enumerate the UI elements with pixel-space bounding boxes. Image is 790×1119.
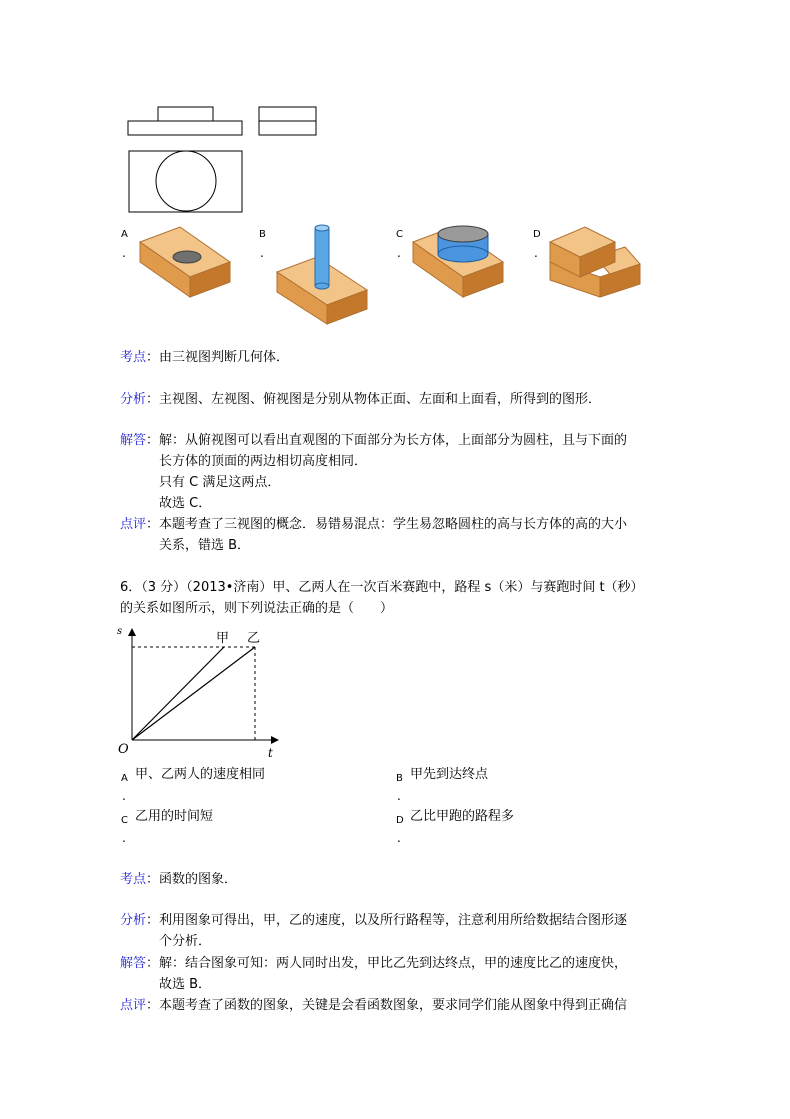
q5-dianping: 点评：本题考查了三视图的概念．易错易混点：学生易忽略圆柱的高与长方体的高的大小 <box>120 517 628 532</box>
option-b-solid-image[interactable] <box>272 222 382 327</box>
fenxi-line: 利用图象可得出，甲，乙的速度，以及所行路程等，注意利用所给数据结合图形逐 <box>159 913 628 928</box>
q6-option-d-dot: . <box>397 831 401 845</box>
q5-jieda: 解答：解：从俯视图可以看出直观图的下面部分为长方体，上面部分为圆柱，且与下面的 <box>120 433 628 448</box>
q6-stem-line: 6．（3 分）（2013•济南）甲、乙两人在一次百米赛跑中，路程 s（米）与赛跑时间 t（秒） <box>120 580 644 595</box>
origin-label: O <box>118 742 129 757</box>
q6-option-d-text[interactable]: 乙比甲跑的路程多 <box>410 809 515 824</box>
q6-option-c-letter: C <box>121 815 128 826</box>
option-a-solid-image[interactable] <box>135 222 235 302</box>
q6-option-a-letter: A <box>121 773 128 784</box>
q5-option-b-letter: B <box>259 229 266 240</box>
kaodian-label: 考点 <box>120 350 147 365</box>
label-yi: 乙 <box>247 631 261 646</box>
q6-dianping: 点评：本题考查了函数的图象，关键是会看函数图象，要求同学们能从图象中得到正确信 <box>120 998 628 1013</box>
front-view-top <box>158 107 213 121</box>
top-view-circle <box>156 151 216 211</box>
q5-option-c-dot: . <box>397 246 401 260</box>
q6-fenxi: 分析：利用图象可得出，甲，乙的速度，以及所行路程等，注意利用所给数据结合图形逐 <box>120 913 628 928</box>
fenxi-text: 主视图、左视图、俯视图是分别从物体正面、左面和上面看，所得到的图形． <box>159 392 602 407</box>
line-jia <box>132 647 224 740</box>
q5-fenxi: 分析：主视图、左视图、俯视图是分别从物体正面、左面和上面看，所得到的图形． <box>120 392 602 407</box>
dianping-label: 点评 <box>120 998 147 1013</box>
label-jia: 甲 <box>216 631 230 646</box>
q6-option-c-dot: . <box>122 831 126 845</box>
fenxi-line: 个分析． <box>159 934 212 949</box>
front-view-base <box>128 121 242 135</box>
q5-option-b-dot: . <box>260 246 264 260</box>
kaodian-text: 函数的图象． <box>159 872 238 887</box>
jieda-label: 解答 <box>120 956 147 971</box>
q6-option-c-text[interactable]: 乙用的时间短 <box>135 809 214 824</box>
q6-option-a-text[interactable]: 甲、乙两人的速度相同 <box>135 767 266 782</box>
x-axis-label: t <box>268 746 273 758</box>
q5-option-d-dot: . <box>534 246 538 260</box>
q6-option-d-letter: D <box>396 815 404 826</box>
dianping-label: 点评 <box>120 517 147 532</box>
three-view-drawing <box>120 100 330 220</box>
q6-option-b-dot: . <box>397 789 401 803</box>
option-d-solid-image[interactable] <box>545 222 650 302</box>
dianping-line: 关系，错选 B． <box>159 538 251 553</box>
jieda-line: 解：结合图象可知：两人同时出发，甲比乙先到达终点，甲的速度比乙的速度快， <box>159 956 628 971</box>
side-view-top <box>259 107 316 121</box>
q6-jieda: 解答：解：结合图象可知：两人同时出发，甲比乙先到达终点，甲的速度比乙的速度快， <box>120 956 628 971</box>
q6-option-b-letter: B <box>396 773 403 784</box>
jieda-line: 故选 C． <box>159 496 212 511</box>
q5-option-c-letter: C <box>396 229 403 240</box>
q6-stem-line: 的关系如图所示，则下列说法正确的是（ ） <box>120 601 394 616</box>
option-c-solid-image[interactable] <box>408 222 513 302</box>
kaodian-text: 由三视图判断几何体． <box>159 350 290 365</box>
dianping-text: 本题考查了函数的图象，关键是会看函数图象，要求同学们能从图象中得到正确信 <box>159 998 628 1013</box>
dianping-line: 本题考查了三视图的概念．易错易混点：学生易忽略圆柱的高与长方体的高的大小 <box>159 517 628 532</box>
jieda-line: 故选 B． <box>159 977 212 992</box>
q6-option-b-text[interactable]: 甲先到达终点 <box>410 767 489 782</box>
q5-kaodian: 考点：由三视图判断几何体． <box>120 350 290 365</box>
jieda-label: 解答 <box>120 433 147 448</box>
jieda-line: 解：从俯视图可以看出直观图的下面部分为长方体，上面部分为圆柱，且与下面的 <box>159 433 628 448</box>
line-yi <box>132 647 255 740</box>
q5-option-d-letter: D <box>533 229 541 240</box>
q5-option-a-dot: . <box>122 246 126 260</box>
q6-option-a-dot: . <box>122 789 126 803</box>
kaodian-label: 考点 <box>120 872 147 887</box>
q6-distance-time-graph <box>115 618 285 758</box>
fenxi-label: 分析 <box>120 392 147 407</box>
jieda-line: 只有 C 满足这两点． <box>159 475 281 490</box>
top-view-rect <box>129 151 242 212</box>
q5-option-a-letter: A <box>121 229 128 240</box>
y-axis-label: s <box>117 626 123 637</box>
q6-kaodian: 考点：函数的图象． <box>120 872 238 887</box>
fenxi-label: 分析 <box>120 913 147 928</box>
jieda-line: 长方体的顶面的两边相切高度相同． <box>159 454 368 469</box>
side-view-base <box>259 121 316 135</box>
